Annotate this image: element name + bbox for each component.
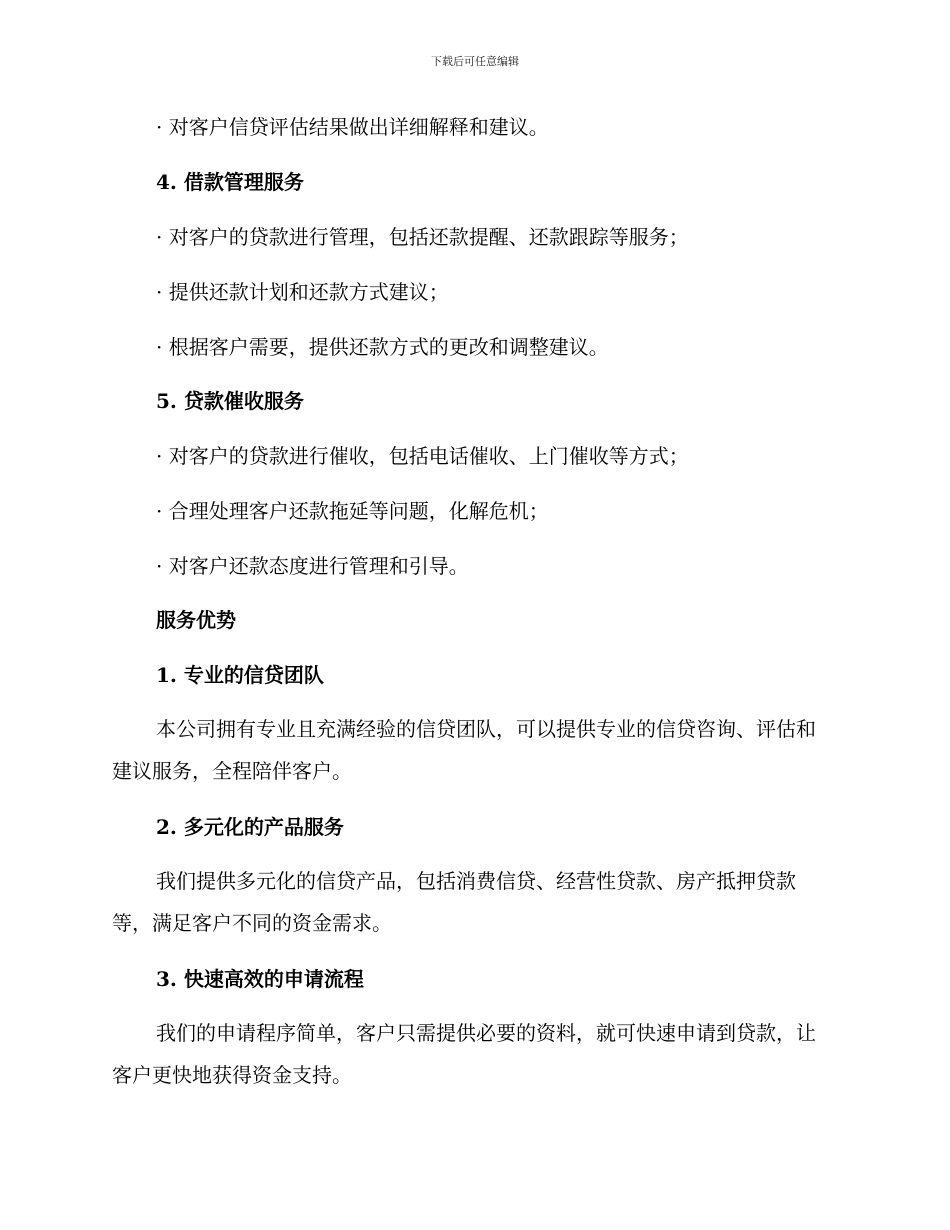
heading-loan-management: 4. 借款管理服务 bbox=[156, 170, 304, 194]
heading-professional-team: 1. 专业的信贷团队 bbox=[156, 663, 324, 687]
bullet-loan-management: · 对客户的贷款进行管理，包括还款提醒、还款跟踪等服务； bbox=[156, 225, 689, 249]
paragraph-diverse-products: 我们提供多元化的信贷产品，包括消费信贷、经营性贷款、房产抵押贷款等，满足客户不同的资金需求。 bbox=[112, 869, 796, 935]
heading-diverse-products: 2. 多元化的产品服务 bbox=[156, 815, 344, 839]
page-header-note: 下载后可任意编辑 bbox=[431, 55, 519, 68]
section-service-advantages: 服务优势 bbox=[156, 608, 236, 632]
bullet-collection-methods: · 对客户的贷款进行催收，包括电话催收、上门催收等方式； bbox=[156, 444, 689, 468]
bullet-repayment-adjustment: · 根据客户需要，提供还款方式的更改和调整建议。 bbox=[156, 335, 609, 359]
bullet-credit-explanation: · 对客户信贷评估结果做出详细解释和建议。 bbox=[156, 115, 549, 139]
bullet-repayment-plan: · 提供还款计划和还款方式建议； bbox=[156, 280, 449, 304]
heading-fast-application: 3. 快速高效的申请流程 bbox=[156, 967, 364, 991]
bullet-attitude-management: · 对客户还款态度进行管理和引导。 bbox=[156, 554, 469, 578]
paragraph-professional-team: 本公司拥有专业且充满经验的信贷团队，可以提供专业的信贷咨询、评估和建议服务，全程陪伴客户。 bbox=[112, 717, 816, 783]
paragraph-fast-application: 我们的申请程序简单，客户只需提供必要的资料，就可快速申请到贷款，让客户更快地获得资金支持。 bbox=[112, 1021, 816, 1087]
bullet-delay-handling: · 合理处理客户还款拖延等问题，化解危机； bbox=[156, 499, 549, 523]
heading-loan-collection: 5. 贷款催收服务 bbox=[156, 389, 304, 413]
